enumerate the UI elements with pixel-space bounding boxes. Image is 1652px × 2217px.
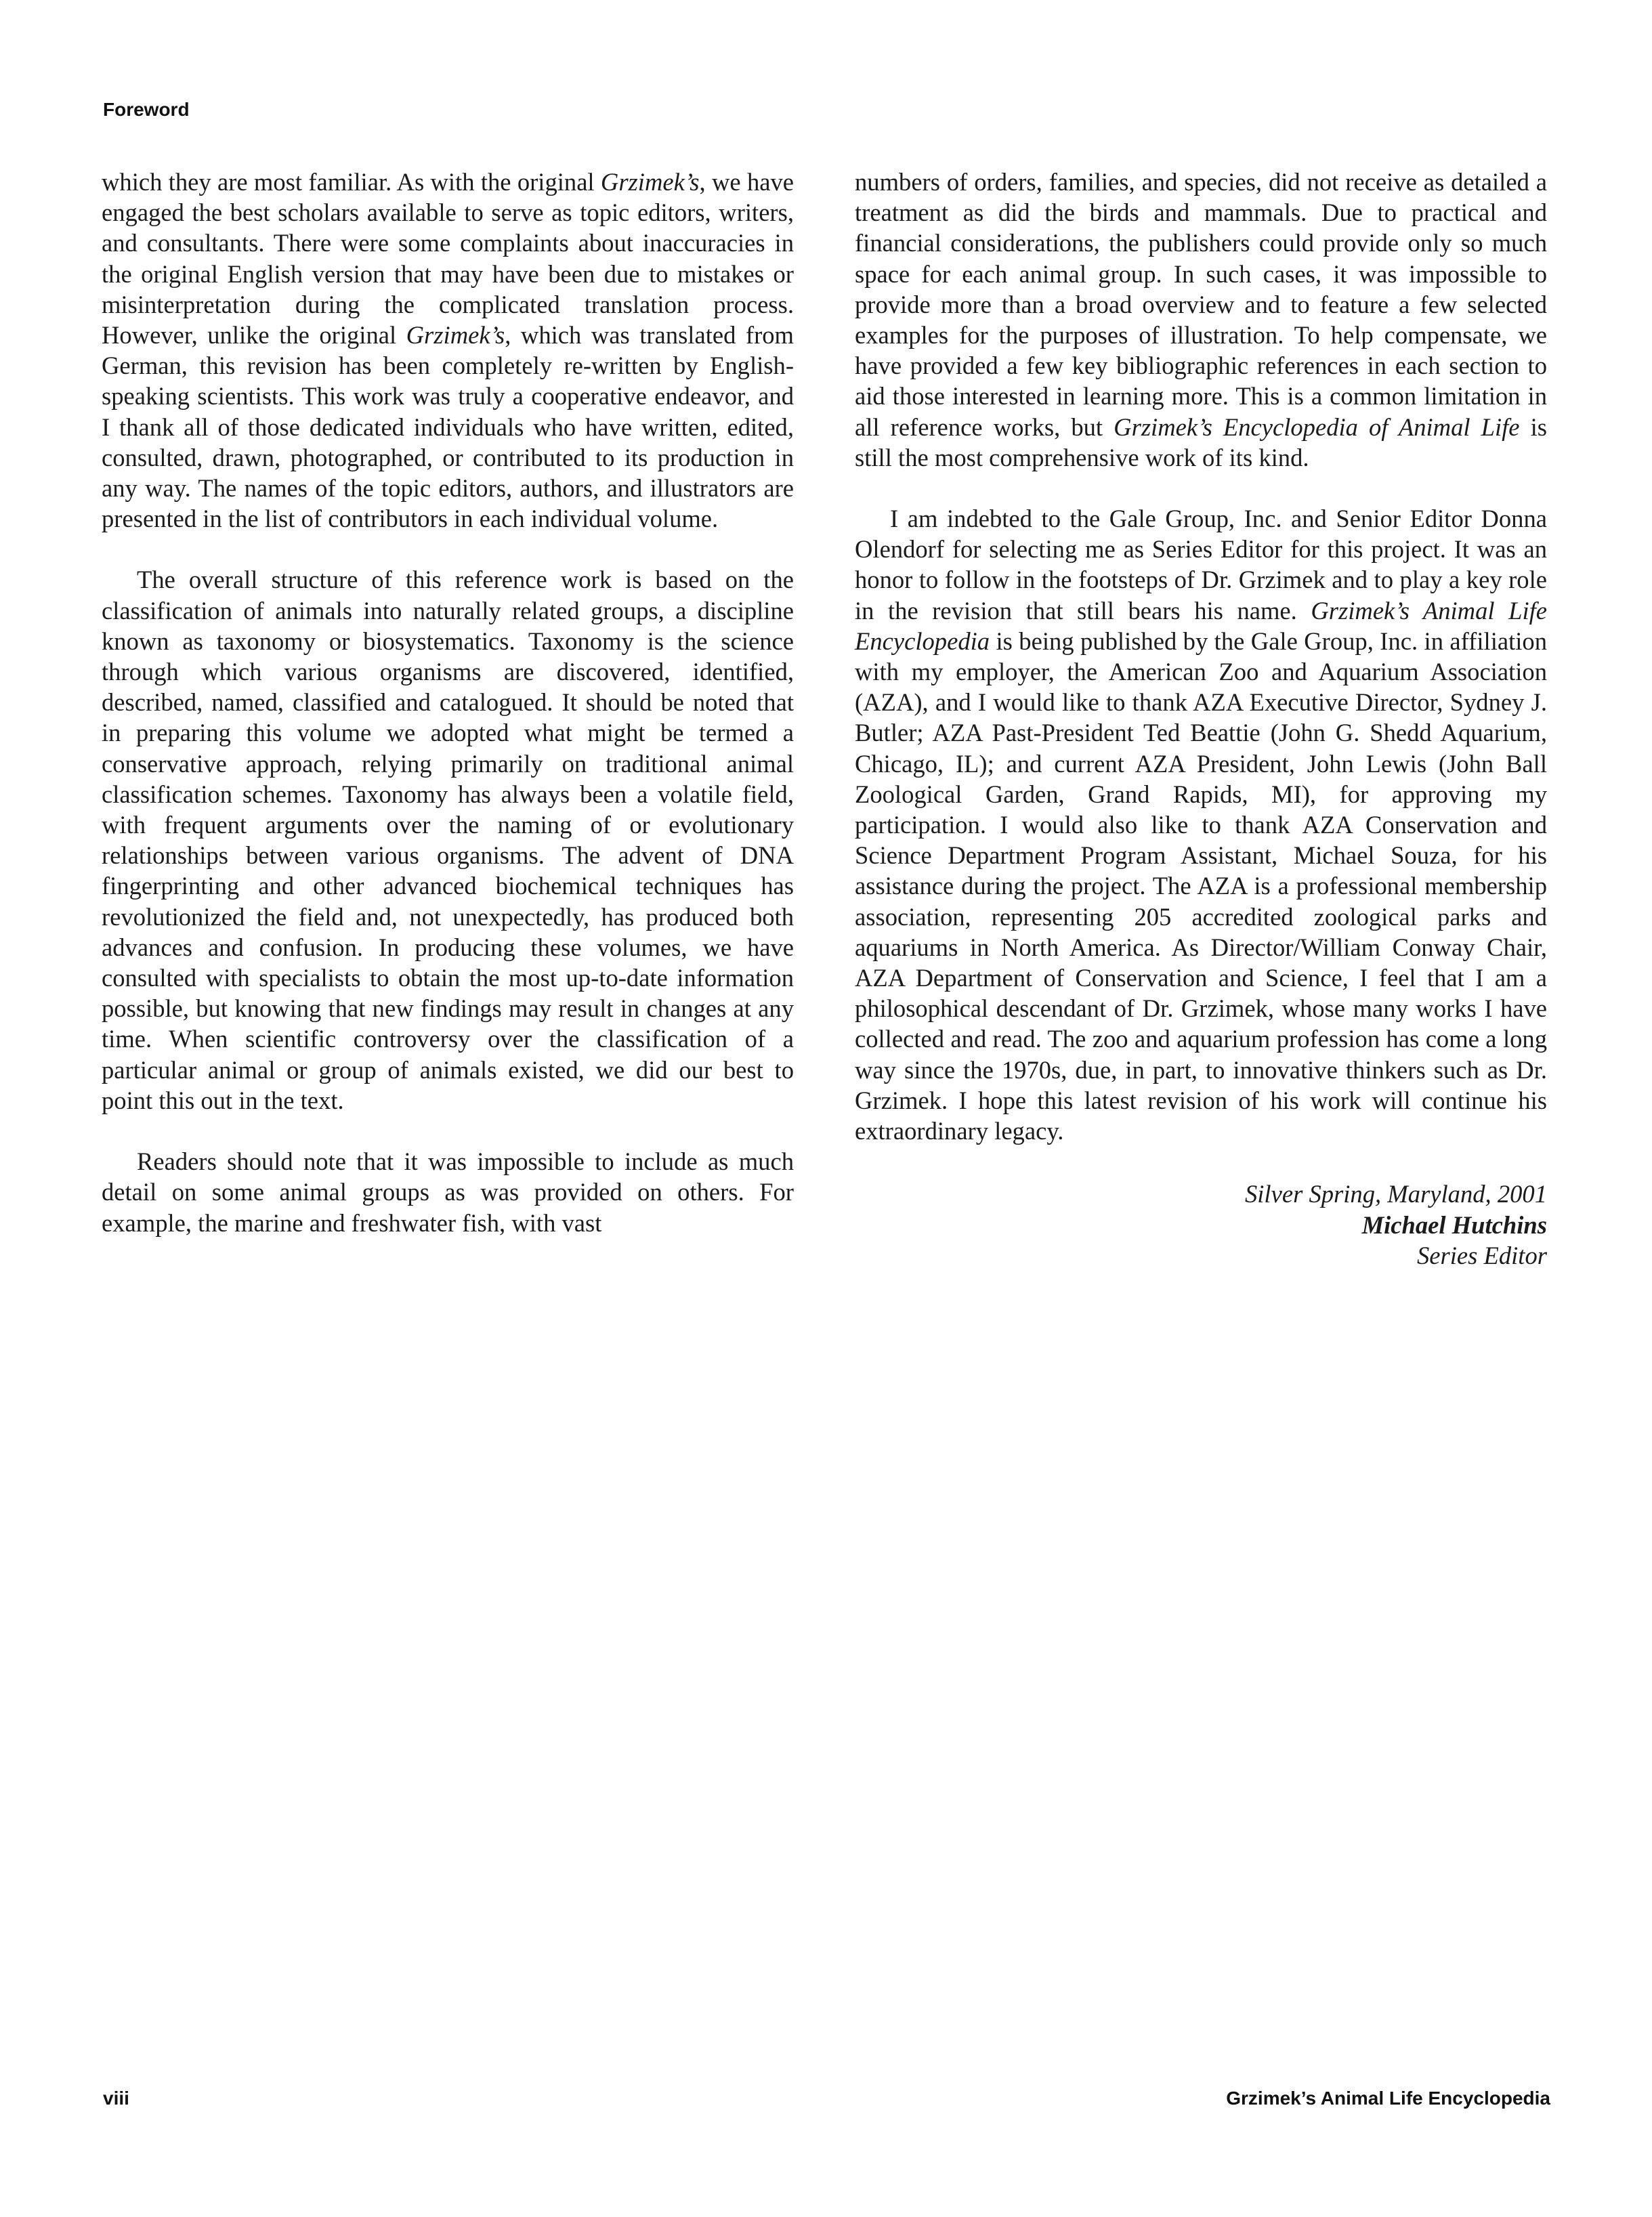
- signature-name: Michael Hutchins: [1361, 1210, 1547, 1239]
- page-number: viii: [103, 2088, 129, 2109]
- paragraph-acknowledgements: I am indebted to the Gale Group, Inc. and Senior Editor Donna Olendorf for selecting me as Series Editor for this project. It was an honor to follow in the footsteps of Dr. Grzimek and to play a key role in the revision that still bears his name. Grzimek’s Animal Life Encyclopedia is being published by the Gale Group, Inc. in affiliation with my employer, the American Zoo and Aquarium Association (AZA), and I would like to thank AZA Executive Director, Sydney J. Butler; AZA Past-President Ted Beattie (John G. Shedd Aquarium, Chicago, IL); and current AZA President, John Lewis (John Ball Zoological Garden, Grand Rapids, MI), for approving my participation. I would also like to thank AZA Conservation and Science Department Program Assistant, Michael Souza, for his assistance during the project. The AZA is a professional membership association, representing 205 accredited zoological parks and aquariums in North America. As Director/William Conway Chair, AZA Department of Conservation and Science, I feel that I am a philosophical descendant of Dr. Grzimek, whose many works I have collected and read. The zoo and aquarium profession has come a long way since the 1970s, due, in part, to innovative thinkers such as Dr. Grzimek. I hope this latest revision of his work will continue his extraordinary legacy.: [855, 505, 1548, 1145]
- right-column: [855, 167, 1547, 1271]
- running-footer-title: Grzimek’s Animal Life Encyclopedia: [1226, 2088, 1550, 2109]
- signature-title: Series Editor: [1416, 1241, 1547, 1269]
- book-title-italic: Grzimek’s: [600, 168, 700, 196]
- signature-place: Silver Spring, Maryland, 2001: [1244, 1180, 1547, 1208]
- paragraph-structure: The overall structure of this reference work is based on the classification of animals into naturally related groups, a discipline known as taxonomy or biosystematics. Taxonomy is the science through which various organisms are discovered, identified, described, named, classified and catalogued. It should be noted that in preparing this volume we adopted what might be termed a conservative approach, relying primarily on traditional animal classification schemes. Taxonomy has always been a volatile field, with frequent arguments over the naming of or evolutionary relationships between various organisms. The advent of DNA fingerprinting and other advanced biochemical techniques has revolutionized the field and, not unexpectedly, has produced both advances and confusion. In producing these volumes, we have consulted with specialists to obtain the most up-to-date information possible, but knowing that new findings may result in changes at any time. When scientific controversy over the classification of a particular animal or group of animals existed, we did our best to point this out in the text.: [102, 566, 794, 1114]
- paragraph-readers: Readers should note that it was impossible to include as much detail on some animal groups as was provided on others. For example, the marine and freshwater fish, with vast: [102, 1147, 794, 1237]
- left-column: [102, 167, 794, 1238]
- running-header: Foreword: [103, 99, 190, 120]
- paragraph-continued: numbers of orders, families, and species, did not receive as detailed a treatment as did the birds and mammals. Due to practical and financial considerations, the publishers could provide only so much space for each animal group. In such cases, it was impossible to provide more than a broad overview and to feature a few selected examples for the purposes of illustration. To help compensate, we have provided a few key bibliographic references in each section to aid those interested in learning more. This is a common limitation in all reference works, but Grzimek’s Encyclopedia of Animal Life is still the most comprehensive work of its kind.: [855, 168, 1547, 471]
- book-title-italic: Grzimek’s Animal Life Encyclopedia: [855, 596, 1548, 655]
- book-title-italic: Grzimek’s Encyclopedia of Animal Life: [1114, 413, 1520, 441]
- book-title-italic: Grzimek’s: [406, 321, 505, 350]
- paragraph-continued: which they are most familiar. As with the original Grzimek’s, we have engaged the best scholars available to serve as topic editors, writers, and consultants. There were some complaints about inaccuracies in the original English version that may have been due to mistakes or misinterpretation during the complicated translation process. However, unlike the original Grzimek’s, which was translated from German, this revision has been completely re-written by English-speaking scientists. This work was truly a cooperative endeavor, and I thank all of those dedicated individuals who have written, edited, consulted, drawn, photographed, or contributed to its production in any way. The names of the topic editors, authors, and illustrators are presented in the list of contributors in each individual volume.: [102, 168, 794, 533]
- signature-block: [855, 1179, 1547, 1271]
